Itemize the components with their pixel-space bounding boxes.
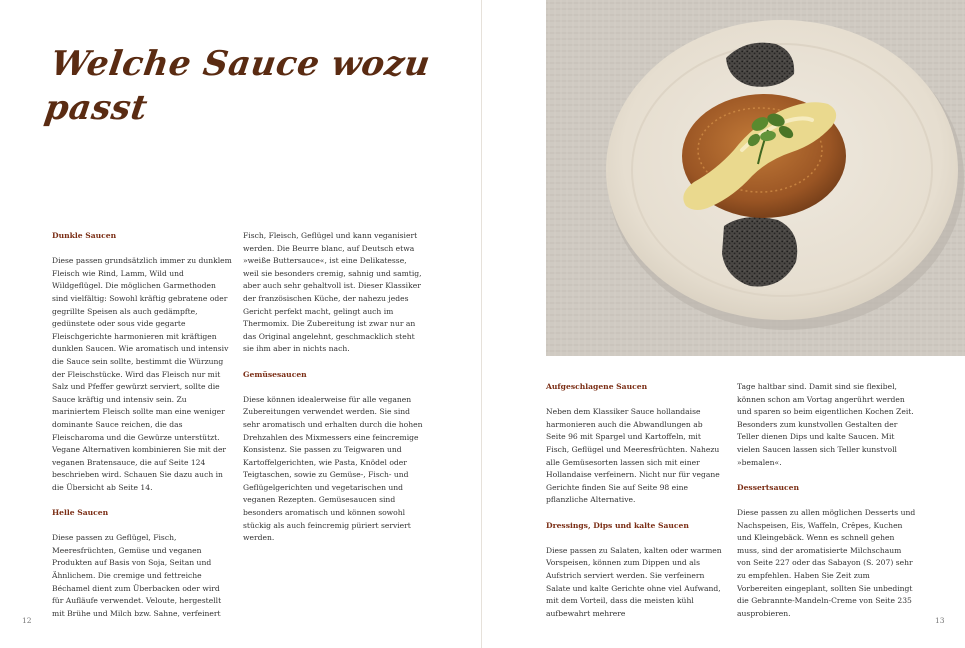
section-heading-aufgeschlagene-saucen: Aufgeschlagene Saucen — [546, 382, 648, 391]
text-column-3 — [546, 381, 724, 633]
food-photo — [546, 0, 965, 356]
page-title: Welche Sauce wozu passt — [42, 44, 433, 129]
section-heading-dunkle-saucen: Dunkle Saucen — [52, 231, 117, 240]
paragraph-kalte-saucen-fortsetzung: Tage haltbar sind. Damit sind sie flexibel, können schon am Vortag angerührt werden und sparen so beim eigentlichen Kochen Zeit. Besonders zum kunstvollen Gestalten der Teller dienen Dips und kalte Saucen. Mit vielen Saucen lassen sich Teller kunstvoll »bemalen«. — [737, 382, 914, 467]
paragraph-helle-saucen: Diese passen zu Geflügel, Fisch, Meeresfrüchten, Gemüse und veganen Produkten auf Basis von Soja, Seitan und Ähnlichem. Die cremige und fettreiche Béchamel dient zum Überbacken oder wird für Aufläufe verwendet. Veloute, hergestellt mit Brühe und Milch bzw. Sahne, verfeinert — [52, 533, 222, 618]
text-column-2 — [243, 230, 423, 557]
paragraph-gemuesesaucen: Diese können idealerweise für alle veganen Zubereitungen verwendet werden. Sie sind sehr aromatisch und erhalten durch die hohen Drehzahlen des Mixmessers eine feincremige Konsistenz. Sie passen zu Teigwaren und Kartoffelgerichten, wie Pasta, Knödel oder Teigtaschen, sowie zu Gemüse-, Fisch- und Geflügelgerichten und vegetarischen und veganen Rezepten. Gemüsesaucen sind besonders aromatisch und können sowohl stückig als auch feincremig püriert serviert werden. — [243, 394, 423, 543]
paragraph-dressings: Diese passen zu Salaten, kalten oder warmen Vorspeisen, können zum Dippen und als Aufstrich serviert werden. Sie verfeinern Salate und kalte Gerichte ohne viel Aufwand, mit dem Vorteil, dass die meisten kühl aufbewahrt mehrere — [546, 545, 722, 618]
paragraph-aufgeschlagene-saucen: Neben dem Klassiker Sauce hollandaise harmonieren auch die Abwandlungen ab Seite 96 mit Spargel und Kartoffeln, mit Fisch, Geflügel und Meeresfrüchten. Nahezu alle Gemüsesorten lassen sich mit einer Hollandaise verfeinern. Nicht nur für vegane Gerichte finden Sie auf Seite 98 eine pflanzliche Alternative. — [546, 407, 720, 505]
page-number-left: 12 — [22, 616, 32, 625]
left-page — [0, 0, 482, 648]
text-column-1 — [52, 230, 232, 633]
paragraph-beurre-blanc: Fisch, Fleisch, Geflügel und kann veganisiert werden. Die Beurre blanc, auf Deutsch etwa »weiße Buttersauce«, ist eine Delikatesse, weil sie besonders cremig, sahnig und samtig, aber auch sehr gehaltvoll ist. Dieser Klassiker der französischen Küche, der nahezu jedes Gericht perfekt macht, gelingt auch im Thermomix. Die Zubereitung ist zwar nur an das Original angelehnt, geschmacklich steht sie ihm aber in nichts nach. — [243, 231, 422, 354]
section-heading-helle-saucen: Helle Saucen — [52, 508, 109, 518]
section-heading-dressings: Dressings, Dips und kalte Saucen — [546, 520, 689, 530]
section-heading-dessertsaucen: Dessertsaucen — [737, 482, 799, 492]
page-number-right: 13 — [935, 616, 945, 625]
paragraph-dessertsaucen: Diese passen zu allen möglichen Desserts und Nachspeisen, Eis, Waffeln, Crêpes, Kuchen und Kleingebäck. Wenn es schnell gehen muss, sind der aromatisierte Milchschaum von Seite 227 oder das Sabayon (S. 207) sehr zu empfehlen. Haben Sie Zeit zum Vorbereiten eingeplant, sollten Sie unbedingt die Gebrannte-Mandeln-Creme von Seite 235 ausprobieren. — [737, 507, 916, 618]
paragraph-dunkle-saucen: Diese passen grundsätzlich immer zu dunklem Fleisch wie Rind, Lamm, Wild und Wildgeflügel. Die möglichen Garmethoden sind vielfältig: Sowohl kräftig gebratene oder gegrillte Speisen als auch gedämpfte, gedünstete oder sous vide gegarte Fleischgerichte harmonieren mit kräftigen dunklen Saucen. Wie aromatisch und intensiv die Sauce sein sollte, bestimmt die Würzung der Fleischstücke. Wird das Fleisch nur mit Salz und Pfeffer gewürzt serviert, sollte die Sauce kräftig und intensiv sein. Zu mariniertem Fleisch sollte man eine weniger dominante Sauce reichen, die das Fleischaroma und die Gewürze unterstützt. Vegane Alternativen kombinieren Sie mit der veganen Bratensauce, die auf Seite 124 beschrieben wird. Schauen Sie dazu auch in die Übersicht ab Seite 14. — [52, 256, 232, 492]
text-column-4 — [737, 381, 917, 633]
section-heading-gemuesesaucen: Gemüsesaucen — [243, 369, 307, 379]
